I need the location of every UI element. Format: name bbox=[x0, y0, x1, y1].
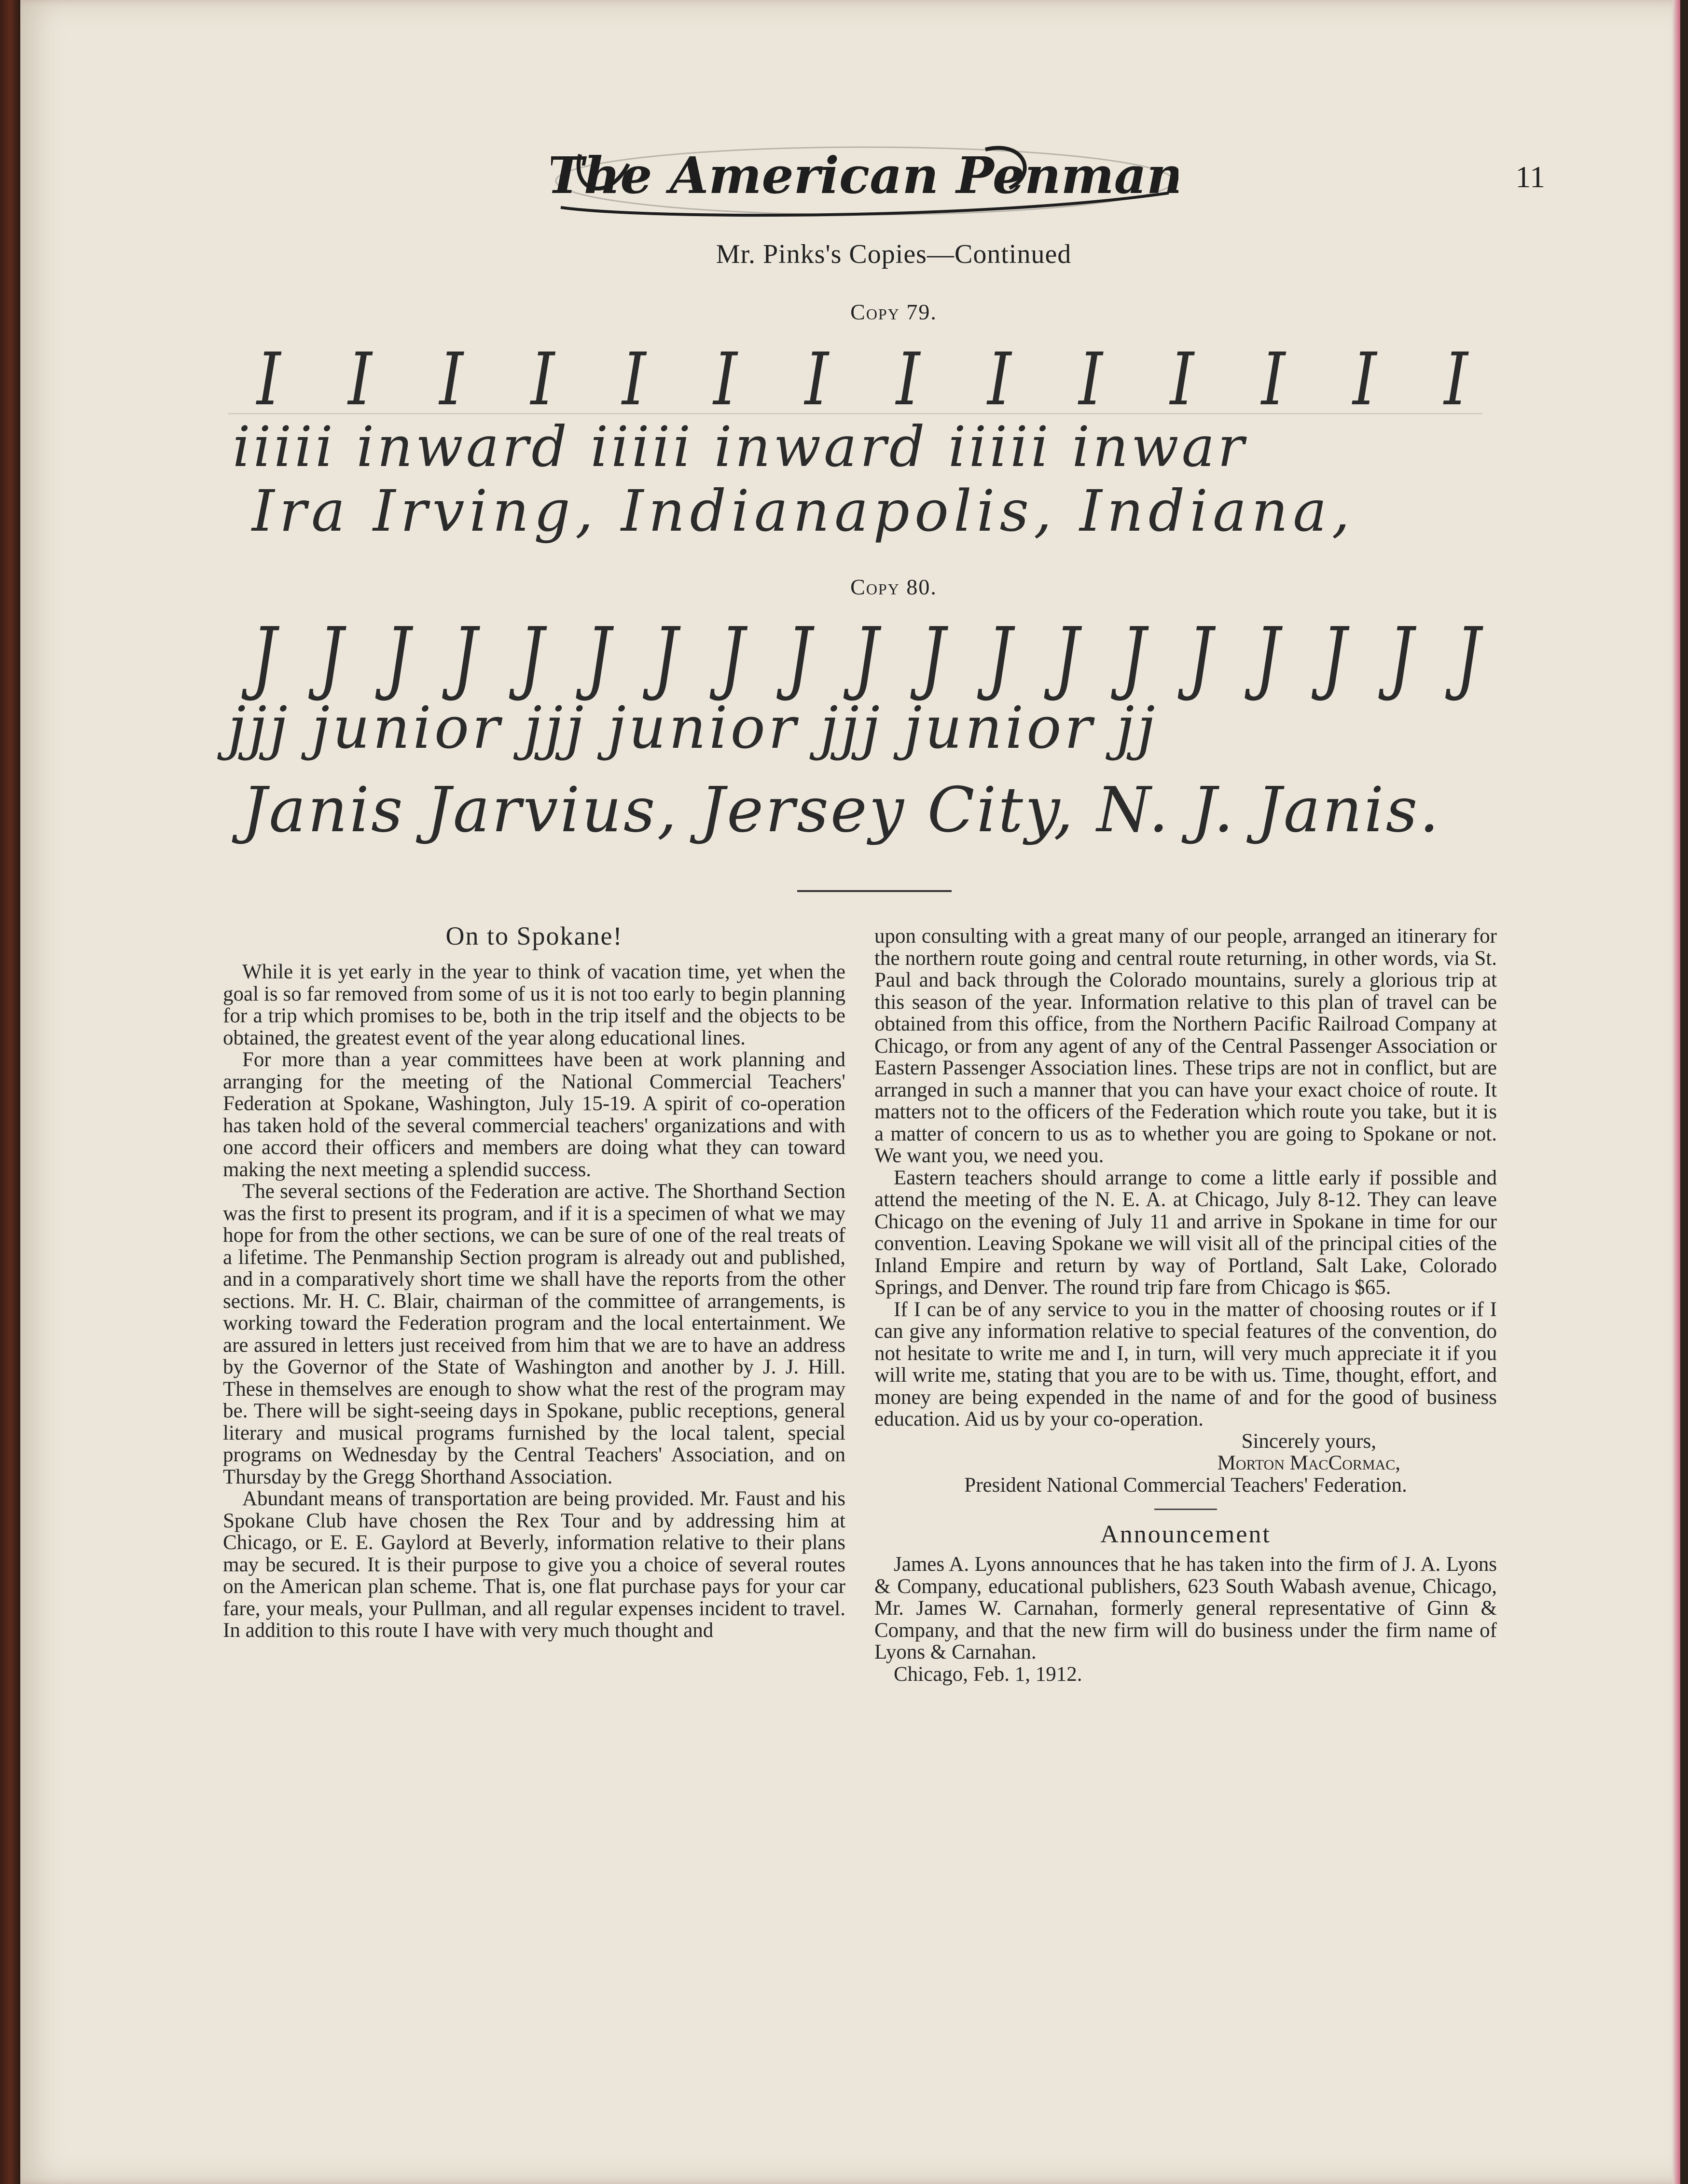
section-divider bbox=[797, 890, 952, 892]
signer-title: President National Commercial Teachers' Federation. bbox=[964, 1473, 1407, 1497]
article-paragraph: Eastern teachers should arrange to come a little early if possible and attend the meeting of the N. E. A. at Chicago, July 8-12. They can leave Chicago on the evening of July 11 and arrive in Spokane in time for our convention. Leaving Spokane we will visit all of the principal cities of the Inland Empire and return by way of Portland, Salt Lake, Colorado Springs, and Denver. The round trip fare from Chicago is $65. bbox=[874, 1166, 1497, 1299]
article-left-column bbox=[223, 921, 845, 1642]
copy-80-line-2: jjj junior jjj junior jjj junior jj bbox=[228, 695, 1158, 762]
article-paragraph: Abundant means of transportation are being provided. Mr. Faust and his Spokane Club have chosen the Rex Tour and by addressing him at Chicago, or E. E. Gaylord at Beverly, information relative to their plans may be secured. It is their purpose to give you a choice of several routes on the American plan scheme. That is, one flat purchase pays for your car fare, your meals, your Pullman, and all regular expenses incident to travel. In addition to this route I have with very much thought and bbox=[223, 1487, 845, 1642]
masthead-logo-graphic bbox=[551, 135, 1178, 227]
closing-salutation: Sincerely yours, bbox=[1241, 1429, 1376, 1453]
masthead-title: The American Penman bbox=[551, 146, 1178, 205]
article-title: On to Spokane! bbox=[445, 921, 623, 950]
article-paragraph: upon consulting with a great many of our people, arranged an itinerary for the northern route going and central route returning, in other words, via St. Paul and back through the Colorado mountains, surely a glorious trip at this season of the year. Information relative to this plan of travel can be obtained from this office, from the Northern Pacific Railroad Company at Chicago, or from any agent of any of the Central Passenger Association or Eastern Passenger Association lines. These trips are not in conflict, but are arranged in such a manner that you can have your exact choice of route. It matters not to the officers of the Federation which route you take, but it is a matter of concern to us as to whether you are going to Spokane or not. We want you, we need you. bbox=[874, 925, 1497, 1167]
copy-79-line-3: Ira Irving, Indianapolis, Indiana, bbox=[252, 478, 1355, 544]
copy-79-label-text: Copy 79. bbox=[850, 300, 937, 324]
announcement-title: Announcement bbox=[1100, 1521, 1271, 1548]
magazine-page bbox=[20, 0, 1680, 2184]
copy-79-line-1: I I I I I I I I I I I I I I bbox=[257, 338, 1492, 422]
signature-name: Morton MacCormac, bbox=[1217, 1452, 1400, 1474]
article-paragraph: If I can be of any service to you in the matter of choosing routes or if I can give any information relative to special features of the convention, do not hesitate to write me and I, in turn, will very much appreciate it if you will write me, stating that you are to be with us. Time, thought, effort, and money are being expended in the name of and for the good of business education. Aid us by your co-operation. bbox=[874, 1298, 1497, 1430]
short-divider bbox=[1154, 1509, 1217, 1510]
article-paragraph: While it is yet early in the year to think of vacation time, yet when the goal is so far removed from some of us it is not too early to begin planning for a trip which promises to be, both in the trip itself and the objects to be obtained, the greatest event of the year along educational lines. bbox=[223, 961, 845, 1049]
announcement-dateline: Chicago, Feb. 1, 1912. bbox=[894, 1662, 1082, 1686]
book-spine-edge bbox=[0, 0, 20, 2184]
copy-79-line-2: iiiii inward iiiii inward iiiii inwar bbox=[233, 415, 1247, 480]
article-right-column bbox=[874, 925, 1497, 1685]
page-number: 11 bbox=[1515, 160, 1545, 194]
masthead-logo bbox=[551, 135, 1178, 227]
copy-80-line-3: Janis Jarvius, Jersey City, N. J. Janis. bbox=[242, 774, 1441, 846]
announcement-body: James A. Lyons announces that he has taken into the firm of J. A. Lyons & Company, educational publishers, 623 South Wabash avenue, Chicago, Mr. James W. Carnahan, formerly general representative of Ginn & Company, and that the new firm will do business under the firm name of Lyons & Carnahan. bbox=[874, 1553, 1497, 1663]
copy-80-label bbox=[701, 574, 1087, 600]
section-title: Mr. Pinks's Copies—Continued bbox=[716, 239, 1072, 269]
copy-80-line-1: J J J J J J J J J J J J J J J J J J J bbox=[252, 610, 1492, 703]
page-edge bbox=[1673, 0, 1680, 2184]
copy-80-label-text: Copy 80. bbox=[850, 575, 937, 599]
baseline bbox=[228, 413, 1482, 414]
article-paragraph: The several sections of the Federation are active. The Shorthand Section was the first to present its program, and if it is a specimen of what we may hope for from the other sections, we can be sure of one of the real treats of a lifetime. The Penmanship Section program is already out and published, and in a comparatively short time we shall have the reports from the other sections. Mr. H. C. Blair, chairman of the committee of arrangements, is working toward the Federation program and the local entertainment. We are assured in letters just received from him that we are to have an address by the Governor of the State of Washington and another by J. J. Hill. These in themselves are enough to show what the rest of the program may be. There will be sight-seeing days in Spokane, public receptions, general literary and musical programs furnished by the local talent, special programs on Wednesday by the Central Teachers' Association, and on Thursday by the Gregg Shorthand Association. bbox=[223, 1180, 845, 1488]
copy-79-label bbox=[701, 299, 1087, 325]
article-paragraph: For more than a year committees have been at work planning and arranging for the meeting of the National Commercial Teachers' Federation at Spokane, Washington, July 15-19. A spirit of co-operation has taken hold of the several commercial teachers' organizations and with one accord their officers and members are doing what they can toward making the next meeting a splendid success. bbox=[223, 1048, 845, 1181]
